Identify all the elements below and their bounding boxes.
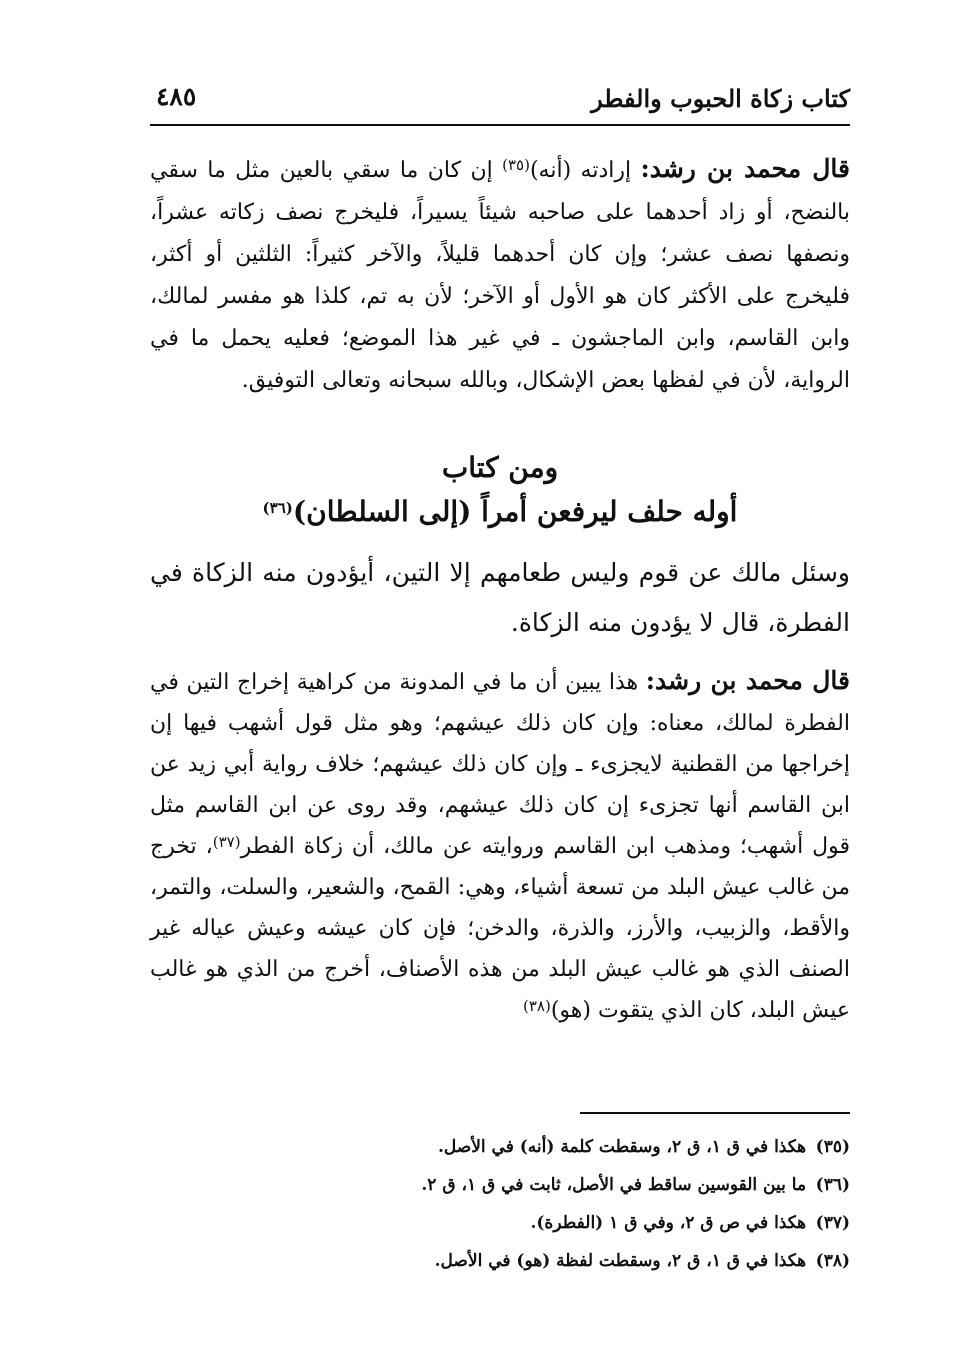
chapter-heading-line-2	[150, 490, 850, 534]
footnote-number: (٣٧)	[815, 1213, 850, 1233]
footnote-number: (٣٨)	[815, 1251, 850, 1271]
chapter-title: أوله حلف ليرفعن أمراً (إلى السلطان)	[292, 495, 738, 528]
commentary-paragraph-2	[150, 660, 850, 1031]
footnote-ref-35: (٣٥)	[502, 156, 530, 174]
paragraph-text: ، تخرج من غالب عيش البلد من تسعة أشياء، وهي: القمح، والشعير، والسلت، والتمر، والأقط، والزبيب، والأرز، والذرة، والدخن؛ فإن كان عيشه وعيش عياله غير الصنف الذي هو غالب عيش البلد من هذه الأصناف، أخرج من الذي هو غالب عيش البلد، كان الذي يتقوت (هو)	[150, 834, 850, 1023]
question-paragraph: وسئل مالك عن قوم وليس طعامهم إلا التين، أيؤدون منه الزكاة في الفطرة، قال لا يؤدون منه الزكاة.	[150, 558, 850, 637]
running-title: كتاب زكاة الحبوب والفطر	[591, 84, 850, 113]
footnote-ref-36: (٣٦)	[262, 499, 293, 517]
paragraph-text: إرادته (أنه)	[529, 158, 641, 183]
footnote-text: هكذا في ق ١، ق ٢، وسقطت لفظة (هو) في الأصل.	[434, 1251, 807, 1271]
footnote-text: هكذا في ق ١، ق ٢، وسقطت كلمة (أنه) في الأصل.	[437, 1137, 807, 1157]
page-number: ٤٨٥	[156, 82, 197, 111]
speaker-label: قال محمد بن رشد:	[645, 666, 850, 695]
footnote-item	[150, 1166, 850, 1204]
speaker-label: قال محمد بن رشد:	[640, 154, 850, 183]
commentary-paragraph-1	[150, 148, 850, 402]
footnote-number: (٣٥)	[815, 1137, 850, 1157]
footnote-item	[150, 1128, 850, 1166]
footnote-number: (٣٦)	[815, 1175, 850, 1195]
footnote-item	[150, 1242, 850, 1280]
running-header	[150, 78, 850, 126]
footnote-text: هكذا في ص ق ٢، وفي ق ١ (الفطرة).	[530, 1213, 807, 1233]
footnote-text: ما بين القوسين ساقط في الأصل، ثابت في ق ١، ق ٢.	[421, 1175, 807, 1195]
chapter-heading	[150, 446, 850, 534]
footnotes	[150, 1128, 850, 1280]
footnote-ref-37: (٣٧)	[212, 833, 241, 851]
footnote-divider	[580, 1112, 850, 1114]
paragraph-text: هذا يبين أن ما في المدونة من كراهية إخراج التين في الفطرة لمالك، معناه: وإن كان ذلك عيشهم؛ وهو مثل قول أشهب فيها إن إخراجها من القطنية لايجزىء ـ وإن كان ذلك عيشهم؛ خلاف رواية أبي زيد عن ابن القاسم أنها تجزىء إن كان ذلك عيشهم، وقد روى عن ابن القاسم مثل قول أشهب؛ ومذهب ابن القاسم وروايته عن مالك، أن زكاة الفطر	[150, 670, 850, 859]
paragraph-text: إن كان ما سقي بالعين مثل ما سقي بالنضح، أو زاد أحدهما على صاحبه شيئاً يسيراً، فليخرج نصف زكاته عشراً، ونصفها نصف عشر؛ وإن كان أحدهما قليلاً، والآخر كثيراً: الثلثين أو أكثر، فليخرج على الأكثر كان هو الأول أو الآخر؛ لأن به تم، كلذا هو مفسر لمالك، وابن القاسم، وابن الماجشون ـ في غير هذا الموضع؛ فعليه يحمل ما في الرواية، لأن في لفظها بعض الإشكال، وبالله سبحانه وتعالى التوفيق.	[150, 158, 850, 393]
footnote-ref-38: (٣٨)	[522, 997, 551, 1015]
footnote-item	[150, 1204, 850, 1242]
book-page	[150, 78, 850, 1298]
chapter-heading-line-1: ومن كتاب	[441, 451, 559, 484]
